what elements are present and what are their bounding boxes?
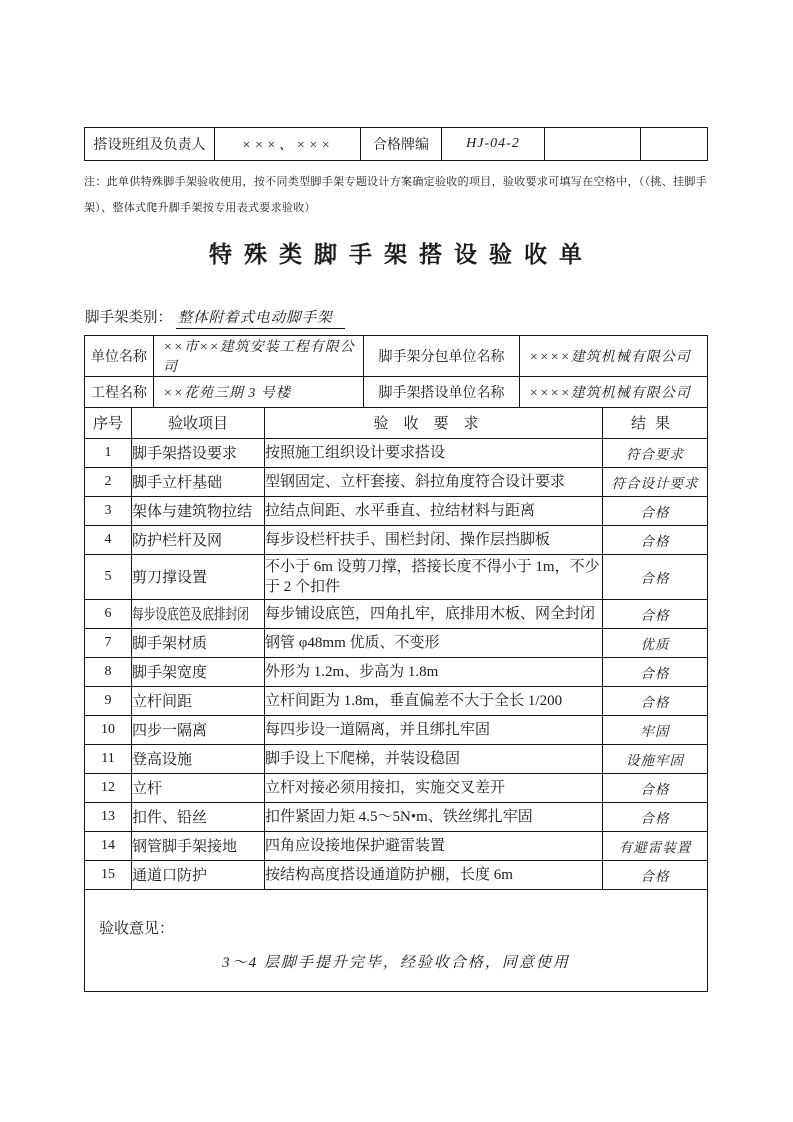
row-requirement: 每四步设一道隔离，并且绑扎牢固 <box>265 715 603 744</box>
unit-info-table <box>84 335 708 408</box>
row-requirement: 型钢固定、立杆套接、斜拉角度符合设计要求 <box>265 467 603 496</box>
table-row <box>85 831 708 860</box>
empty-cell-2 <box>641 128 708 161</box>
row-result: 合格 <box>603 554 708 599</box>
row-result: 设施牢固 <box>603 744 708 773</box>
row-no: 6 <box>85 599 132 628</box>
row-requirement: 每步设栏杆扶手、围栏封闭、操作层挡脚板 <box>265 525 603 554</box>
table-row <box>85 554 708 599</box>
table-row <box>85 773 708 802</box>
table-row <box>85 860 708 889</box>
row-result: 合格 <box>603 599 708 628</box>
row-no: 3 <box>85 496 132 525</box>
row-requirement: 外形为 1.2m、步高为 1.8m <box>265 657 603 686</box>
row-result: 合格 <box>603 802 708 831</box>
table-row <box>85 715 708 744</box>
row-item: 四步一隔离 <box>132 715 265 744</box>
team-label: 搭设班组及负责人 <box>85 128 215 161</box>
table-row <box>85 599 708 628</box>
row-no: 8 <box>85 657 132 686</box>
header-item: 验收项目 <box>132 407 265 438</box>
row-requirement: 立杆对接必须用接扣，实施交叉差开 <box>265 773 603 802</box>
row-no: 10 <box>85 715 132 744</box>
row-item: 剪刀撑设置 <box>132 554 265 599</box>
category-label: 脚手架类别： <box>85 310 172 326</box>
erector-label: 脚手架搭设单位名称 <box>364 377 520 408</box>
opinion-cell <box>85 889 708 991</box>
row-requirement: 扣件紧固力矩 4.5～5N•m、铁丝绑扎牢固 <box>265 802 603 831</box>
table-row <box>85 686 708 715</box>
header-result: 结果 <box>603 407 708 438</box>
row-requirement: 按结构高度搭设通道防护棚，长度 6m <box>265 860 603 889</box>
project-name-label: 工程名称 <box>85 377 154 408</box>
row-requirement: 立杆间距为 1.8m，垂直偏差不大于全长 1/200 <box>265 686 603 715</box>
row-no: 1 <box>85 438 132 467</box>
row-no: 14 <box>85 831 132 860</box>
row-no: 12 <box>85 773 132 802</box>
row-requirement: 按照施工组织设计要求搭设 <box>265 438 603 467</box>
acceptance-table <box>84 407 708 992</box>
row-result: 合格 <box>603 686 708 715</box>
opinion-row <box>85 889 708 991</box>
category-value: 整体附着式电动脚手架 <box>176 310 345 329</box>
row-item <box>132 599 265 628</box>
table-header-row <box>85 407 708 438</box>
unit-name-label: 单位名称 <box>85 336 154 377</box>
table-row <box>85 128 708 161</box>
table-row <box>85 525 708 554</box>
row-result: 合格 <box>603 773 708 802</box>
table-row <box>85 377 708 408</box>
plate-number-label: 合格牌编 <box>361 128 442 161</box>
row-requirement: 不小于 6m 设剪刀撑，搭接长度不得小于 1m，不少于 2 个扣件 <box>265 554 603 599</box>
row-item: 架体与建筑物拉结 <box>132 496 265 525</box>
row-item: 脚手架搭设要求 <box>132 438 265 467</box>
subcontractor-label: 脚手架分包单位名称 <box>364 336 520 377</box>
row-result: 合格 <box>603 860 708 889</box>
row-no: 2 <box>85 467 132 496</box>
row-result: 合格 <box>603 657 708 686</box>
row-item: 脚手架材质 <box>132 628 265 657</box>
plate-number-value: HJ-04-2 <box>442 128 545 161</box>
row-result: 有避雷装置 <box>603 831 708 860</box>
table-row <box>85 802 708 831</box>
row-result: 牢固 <box>603 715 708 744</box>
row-no: 9 <box>85 686 132 715</box>
table-row <box>85 467 708 496</box>
page-title: 特殊类脚手架搭设验收单 <box>209 242 594 267</box>
row-item-text: 每步设底笆及底排封闭 <box>132 607 250 623</box>
top-info-table <box>84 127 708 161</box>
table-row <box>85 628 708 657</box>
team-value: ×××、××× <box>215 128 361 161</box>
row-item: 扣件、铅丝 <box>132 802 265 831</box>
erector-value: ××××建筑机械有限公司 <box>520 377 708 408</box>
row-item: 立杆 <box>132 773 265 802</box>
unit-name-value: ××市××建筑安装工程有限公司 <box>154 336 364 377</box>
header-requirement: 验收要求 <box>265 407 603 438</box>
row-no: 15 <box>85 860 132 889</box>
row-item: 通道口防护 <box>132 860 265 889</box>
row-no: 11 <box>85 744 132 773</box>
row-item: 脚手架宽度 <box>132 657 265 686</box>
table-row <box>85 657 708 686</box>
row-item: 登高设施 <box>132 744 265 773</box>
row-result: 符合要求 <box>603 438 708 467</box>
row-result: 合格 <box>603 525 708 554</box>
note-text: 注：此单供特殊脚手架验收使用，按不同类型脚手架专题设计方案确定验收的项目，验收要求可填写在空格中，（（挑、挂脚手架）、整体式爬升脚手架按专用表式要求验收） <box>84 176 707 214</box>
row-no: 7 <box>85 628 132 657</box>
row-requirement: 钢管 φ48mm 优质、不变形 <box>265 628 603 657</box>
row-requirement: 每步铺设底笆，四角扎牢，底排用木板、网全封闭 <box>265 599 603 628</box>
opinion-label: 验收意见： <box>99 920 175 937</box>
table-row <box>85 496 708 525</box>
row-requirement: 脚手设上下爬梯，并装设稳固 <box>265 744 603 773</box>
row-result: 优质 <box>603 628 708 657</box>
table-row <box>85 744 708 773</box>
row-item: 钢管脚手架接地 <box>132 831 265 860</box>
project-name-value: ××花苑三期 3 号楼 <box>154 377 364 408</box>
row-no: 5 <box>85 554 132 599</box>
document-content <box>84 127 707 992</box>
empty-cell-1 <box>545 128 641 161</box>
row-requirement: 拉结点间距、水平垂直、拉结材料与距离 <box>265 496 603 525</box>
row-result: 合格 <box>603 496 708 525</box>
category-line <box>85 306 707 327</box>
table-row <box>85 336 708 377</box>
opinion-content: 3～4 层脚手提升完毕，经验收合格，同意使用 <box>222 954 570 971</box>
row-result: 符合设计要求 <box>603 467 708 496</box>
header-no: 序号 <box>85 407 132 438</box>
table-row <box>85 438 708 467</box>
subcontractor-value: ××××建筑机械有限公司 <box>520 336 708 377</box>
row-requirement: 四角应设接地保护避雷装置 <box>265 831 603 860</box>
row-item: 立杆间距 <box>132 686 265 715</box>
row-item: 防护栏杆及网 <box>132 525 265 554</box>
row-no: 13 <box>85 802 132 831</box>
row-item: 脚手立杆基础 <box>132 467 265 496</box>
row-no: 4 <box>85 525 132 554</box>
